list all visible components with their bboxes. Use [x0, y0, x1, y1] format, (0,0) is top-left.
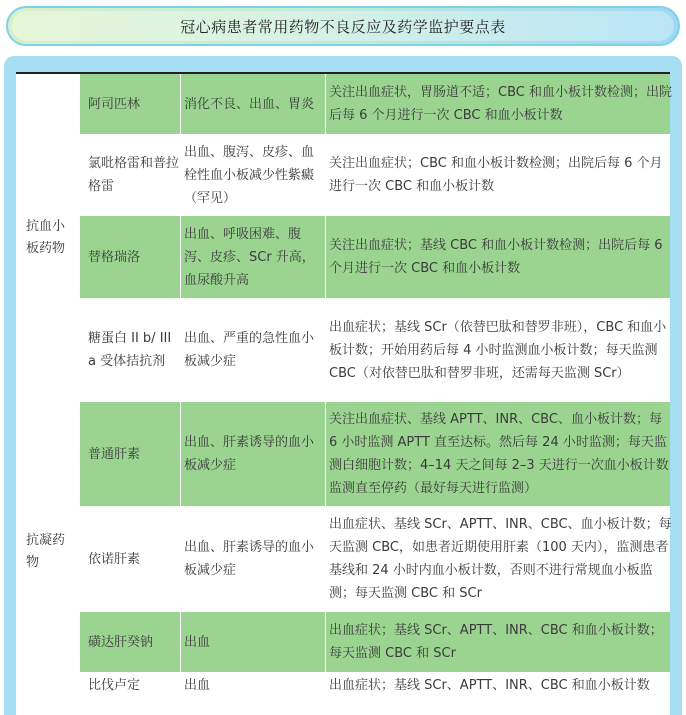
monitoring-cell: 出血症状；基线 SCr（依替巴肽和替罗非班），CBC 和血小板计数；开始用药后每 4 小时监测血小板计数；每天监测 CBC（对依替巴肽和替罗非班，还需每天监测 SCr）: [329, 319, 667, 381]
table-row: [16, 506, 670, 612]
column-divider: [180, 74, 181, 715]
table-frame: [4, 56, 682, 715]
table-row: [16, 134, 670, 216]
drug-table: [16, 72, 670, 715]
group-label-anticoagulant: 抗凝药物: [26, 533, 66, 570]
table-row: [16, 298, 670, 402]
monitoring-cell: 关注出血症状；CBC 和血小板计数检测；出院后每 6 个月进行一次 CBC 和血小板计数: [329, 156, 663, 194]
column-divider: [325, 74, 326, 715]
table-row: [16, 216, 670, 298]
adverse-reaction-cell: 出血、呼吸困难、腹泻、皮疹、SCr 升高，血尿酸升高: [184, 226, 315, 288]
monitoring-cell: 出血症状；基线 SCr、APTT、INR、CBC 和血小板计数: [329, 678, 650, 693]
table-row: [16, 672, 670, 715]
drug-name-cell: 糖蛋白 II b/ III a 受体拮抗剂: [88, 331, 172, 369]
table-row: [16, 612, 670, 672]
adverse-reaction-cell: 出血、肝素诱导的血小板减少症: [184, 435, 315, 473]
monitoring-cell: 关注出血症状，胃肠道不适；CBC 和血小板计数检测；出院后每 6 个月进行一次 CBC 和血小板计数: [329, 85, 672, 123]
monitoring-cell: 出血症状；基线 SCr、APTT、INR、CBC 和血小板计数；每天监测 CBC 和 SCr: [329, 623, 663, 661]
drug-name-cell: 依诺肝素: [88, 551, 141, 567]
page-title: 冠心病患者常用药物不良反应及药学监护要点表: [180, 17, 506, 36]
adverse-reaction-cell: 出血、严重的急性血小板减少症: [184, 331, 315, 369]
drug-name-cell: 普通肝素: [88, 446, 141, 462]
title-banner: [6, 6, 680, 46]
adverse-reaction-cell: 出血: [184, 678, 211, 693]
adverse-reaction-cell: 出血、肝素诱导的血小板减少症: [184, 540, 315, 578]
drug-name-cell: 比伐卢定: [88, 678, 141, 693]
group-label-antiplatelet: 抗血小板药物: [26, 219, 66, 256]
drug-name-cell: 氯吡格雷和普拉格雷: [88, 156, 180, 194]
adverse-reaction-cell: 出血、腹泻、皮疹、血栓性血小板减少性紫癜（罕见）: [184, 144, 315, 206]
adverse-reaction-cell: 消化不良、出血、胃炎: [184, 96, 315, 112]
table-row: [16, 74, 670, 134]
drug-name-cell: 阿司匹林: [88, 96, 141, 112]
category-column: [16, 74, 80, 715]
table-row: [16, 402, 670, 506]
drug-name-cell: 磺达肝癸钠: [88, 634, 154, 650]
monitoring-cell: 关注出血症状；基线 CBC 和血小板计数检测；出院后每 6 个月进行一次 CBC 和血小板计数: [329, 238, 663, 276]
monitoring-cell: 关注出血症状、基线 APTT、INR、CBC、血小板计数；每 6 小时监测 APTT 直至达标。然后每 24 小时监测；每天监测白细胞计数；4–14 天之间每 2–3 天进行一次血小板计数监测直至停药（最好每天进行监测）: [329, 412, 669, 496]
monitoring-cell: 出血症状、基线 SCr、APTT、INR、CBC、血小板计数；每天监测 CBC，如患者近期使用肝素（100 天内），监测患者基线和 24 小时内血小板计数，否则不进行常规血小板监测；每天监测 CBC 和 SCr: [329, 517, 672, 601]
adverse-reaction-cell: 出血: [184, 634, 211, 650]
drug-name-cell: 替格瑞洛: [88, 249, 141, 265]
